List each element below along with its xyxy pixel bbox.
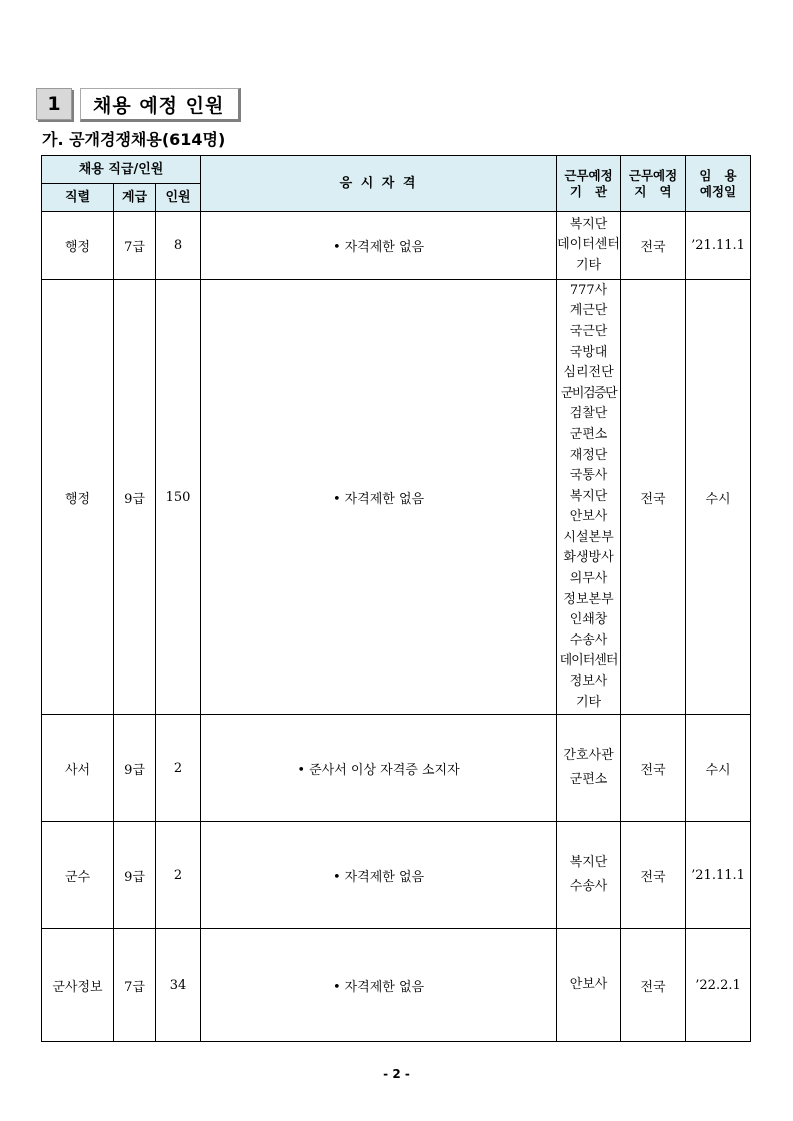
org-item: 복지단: [569, 216, 608, 232]
section-header: [36, 88, 241, 120]
org-item: 간호사관: [563, 748, 614, 763]
qualification-text: 준사서 이상 자격증 소지자: [309, 762, 460, 778]
page-number: - 2 -: [383, 1067, 410, 1081]
row-qualification: [201, 715, 557, 822]
row-orgs: [557, 822, 621, 929]
org-item: 군편소: [569, 772, 608, 787]
org-item: 인쇄창: [569, 612, 608, 628]
header-grade: 계급: [114, 184, 156, 212]
row-grade: 9급: [114, 822, 156, 929]
row-qualification: [201, 212, 557, 280]
org-item: 데이터센터: [557, 237, 620, 253]
row-region: 전국: [621, 715, 686, 822]
header-count: 인원: [156, 184, 201, 212]
bullet-icon: •: [332, 491, 341, 507]
header-qualification: 응 시 자 격: [201, 156, 557, 212]
table-row: [42, 822, 751, 929]
org-item: 데이터센터: [559, 653, 618, 669]
row-series: 행정: [42, 212, 114, 280]
row-region: 전국: [621, 929, 686, 1042]
row-date: ’22.2.1: [686, 929, 751, 1042]
org-item: 재정단: [569, 447, 608, 463]
row-series: 군수: [42, 822, 114, 929]
org-item: 군편소: [569, 426, 608, 442]
org-item: 검찰단: [569, 406, 608, 422]
table-row: [42, 212, 751, 280]
header-org-line2: 기 관: [569, 183, 608, 199]
header-region: [621, 156, 686, 212]
bullet-icon: •: [297, 762, 306, 778]
bullet-icon: •: [332, 869, 341, 885]
table-row: [42, 929, 751, 1042]
row-grade: 9급: [114, 280, 156, 715]
org-item: 국방대: [569, 344, 608, 360]
org-item: 정보본부: [563, 591, 614, 607]
org-item: 수송사: [569, 879, 608, 894]
row-region: 전국: [621, 822, 686, 929]
header-region-line1: 근무예정: [628, 167, 678, 183]
row-count: 34: [156, 929, 201, 1042]
org-item: 복지단: [569, 855, 608, 870]
qualification-text: 자격제한 없음: [344, 869, 425, 885]
row-date: ’21.11.1: [686, 212, 751, 280]
row-count: 150: [156, 280, 201, 715]
row-series: 행정: [42, 280, 114, 715]
subsection-title: 가. 공개경쟁채용(614명): [42, 130, 226, 149]
bullet-icon: •: [332, 240, 341, 255]
header-org: [557, 156, 621, 212]
org-item: 안보사: [569, 509, 608, 525]
row-count: 8: [156, 212, 201, 280]
org-item: 국근단: [569, 323, 608, 339]
qualification-text: 자격제한 없음: [344, 491, 425, 507]
header-org-line1: 근무예정: [564, 167, 613, 183]
row-orgs: [557, 280, 621, 715]
row-count: 2: [156, 715, 201, 822]
header-group: 채용 직급/인원: [42, 156, 201, 184]
table-row: [42, 715, 751, 822]
org-item: 계근단: [569, 303, 608, 319]
row-date: 수시: [686, 280, 751, 715]
row-orgs: [557, 715, 621, 822]
row-series: 사서: [42, 715, 114, 822]
row-count: 2: [156, 822, 201, 929]
header-series: 직렬: [42, 184, 114, 212]
org-item: 수송사: [569, 632, 608, 648]
section-title: 채용 예정 인원: [80, 88, 241, 122]
org-item: 777사: [569, 282, 608, 298]
org-item: 기타: [575, 694, 602, 710]
header-date-line1: 임 용: [699, 167, 737, 183]
org-item: 기타: [575, 257, 602, 273]
header-region-line2: 지 역: [634, 183, 672, 199]
row-orgs: [557, 929, 621, 1042]
row-region: 전국: [621, 280, 686, 715]
org-item: 안보사: [569, 976, 608, 992]
section-number: 1: [36, 88, 72, 120]
row-region: 전국: [621, 212, 686, 280]
org-item: 군비검증단: [560, 385, 617, 401]
org-item: 시설본부: [563, 529, 614, 545]
table-row: [42, 280, 751, 715]
row-date: ’21.11.1: [686, 822, 751, 929]
row-grade: 7급: [114, 212, 156, 280]
row-series: 군사정보: [42, 929, 114, 1042]
row-qualification: [201, 280, 557, 715]
org-item: 화생방사: [563, 550, 614, 566]
org-item: 심리전단: [563, 365, 614, 381]
row-grade: 7급: [114, 929, 156, 1042]
row-qualification: [201, 929, 557, 1042]
qualification-text: 자격제한 없음: [344, 240, 425, 255]
row-date: 수시: [686, 715, 751, 822]
row-grade: 9급: [114, 715, 156, 822]
header-date: [686, 156, 751, 212]
org-item: 의무사: [569, 571, 608, 587]
row-orgs: [557, 212, 621, 280]
org-item: 복지단: [569, 488, 608, 504]
recruitment-table: [41, 155, 751, 1042]
row-qualification: [201, 822, 557, 929]
org-item: 정보사: [569, 674, 608, 690]
org-item: 국통사: [569, 468, 608, 484]
bullet-icon: •: [332, 979, 341, 995]
qualification-text: 자격제한 없음: [344, 979, 425, 995]
header-date-line2: 예정일: [699, 183, 737, 199]
